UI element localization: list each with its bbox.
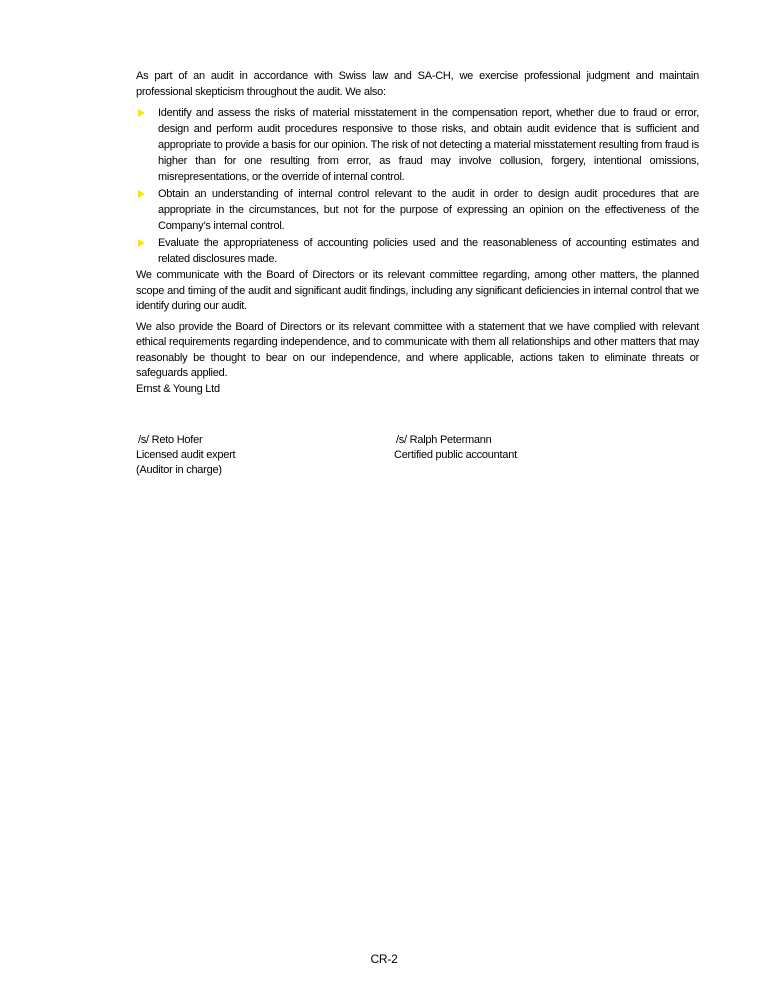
independence-paragraph: We also provide the Board of Directors or its relevant committee with a statement that we have complied with relevant ethical requirements regarding independence, and to communicate with them all relationships and other matters that may reasonably be thought to bear on our independence, and where applicable, actions taken to eliminate threats or safeguards applied. — [136, 320, 699, 379]
procedures-list — [136, 105, 699, 267]
signatory-name: /s/ Reto Hofer — [138, 434, 203, 446]
page-number: CR-2 — [370, 952, 398, 966]
communication-paragraph: We communicate with the Board of Directors or its relevant committee regarding, among other matters, the planned scope and timing of the audit and significant audit findings, including any significant deficiencies in internal control that we identify during our audit. — [136, 269, 699, 312]
signatory-note: (Auditor in charge) — [136, 464, 222, 476]
list-item — [136, 186, 699, 234]
bullet-triangle-icon — [138, 190, 145, 198]
signature-block-1 — [138, 433, 235, 478]
signatory-title: Licensed audit expert — [136, 449, 236, 461]
list-item — [136, 105, 699, 185]
report-body — [136, 69, 699, 387]
bullet-triangle-icon — [138, 109, 145, 117]
intro-paragraph: As part of an audit in accordance with Swiss law and SA-CH, we exercise professional judgment and maintain professional skepticism throughout the audit. We also: — [136, 70, 699, 98]
signatory-name: /s/ Ralph Petermann — [396, 434, 492, 446]
list-item-text: Identify and assess the risks of material misstatement in the compensation report, whether due to fraud or error, design and perform audit procedures responsive to those risks, and obtain audit evidence that is sufficient and appropriate to provide a basis for our opinion. The risk of not detecting a material misstatement resulting from fraud is higher than for one resulting from error, as fraud may involve collusion, forgery, intentional omissions, misrepresentations, or the override of internal control. — [158, 107, 699, 183]
signature-block-2 — [396, 433, 517, 463]
list-item-text: Evaluate the appropriateness of accounting policies used and the reasonableness of accounting estimates and related disclosures made. — [158, 237, 699, 265]
list-item-text: Obtain an understanding of internal control relevant to the audit in order to design audit procedures that are appropriate in the circumstances, but not for the purpose of expressing an opinion on the effectiveness of the Company’s internal control. — [158, 188, 699, 232]
firm-name: Ernst & Young Ltd — [136, 383, 220, 395]
list-item — [136, 235, 699, 267]
signatory-title: Certified public accountant — [394, 449, 517, 461]
bullet-triangle-icon — [138, 239, 145, 247]
